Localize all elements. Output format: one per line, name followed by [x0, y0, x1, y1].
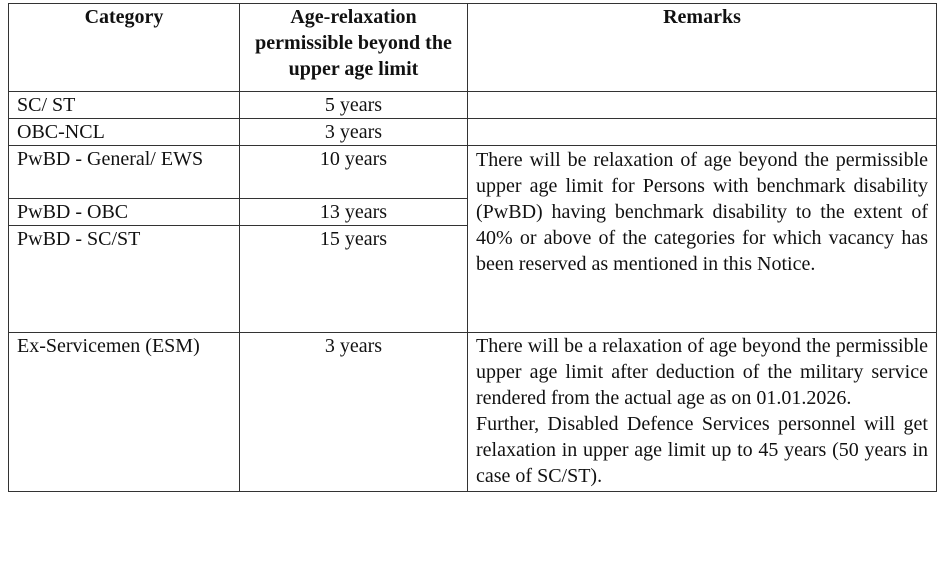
age-cell: 3 years: [240, 333, 468, 492]
remark-cell-pwbd: [468, 146, 937, 333]
age-cell: 5 years: [240, 92, 468, 119]
header-category: Category: [9, 4, 240, 92]
table-row: [9, 333, 937, 492]
category-cell: PwBD - General/ EWS: [9, 146, 240, 199]
age-cell: 3 years: [240, 119, 468, 146]
remark-cell-esm: [468, 333, 937, 492]
age-cell: 10 years: [240, 146, 468, 199]
remark-cell-empty: [468, 92, 937, 119]
table-row: [9, 119, 937, 146]
category-cell: PwBD - SC/ST: [9, 226, 240, 333]
age-cell: 13 years: [240, 199, 468, 226]
category-cell: OBC-NCL: [9, 119, 240, 146]
remark-cell-empty: [468, 119, 937, 146]
category-cell: PwBD - OBC: [9, 199, 240, 226]
table-header-row: [9, 4, 937, 92]
remark-esm-text-1: There will be a relaxation of age beyond the permissible upper age limit after deduction of the military service rendered from the actual age as on 01.01.2026.: [476, 335, 928, 409]
age-relaxation-table: [8, 3, 937, 492]
header-remarks: Remarks: [468, 4, 937, 92]
remark-pwbd-text: There will be relaxation of age beyond the permissible upper age limit for Persons with benchmark disability (PwBD) having benchmark disability to the extent of 40% or above of the categories for which vacancy has been reserved as mentioned in this Notice.: [476, 149, 928, 275]
header-age-relaxation: Age-relaxation permissible beyond the upper age limit: [240, 4, 468, 92]
category-cell: SC/ ST: [9, 92, 240, 119]
table-row: [9, 146, 937, 199]
remark-esm-text-2: Further, Disabled Defence Services personnel will get relaxation in upper age limit up to 45 years (50 years in case of SC/ST).: [476, 413, 928, 487]
table-row: [9, 92, 937, 119]
category-cell: Ex-Servicemen (ESM): [9, 333, 240, 492]
age-cell: 15 years: [240, 226, 468, 333]
